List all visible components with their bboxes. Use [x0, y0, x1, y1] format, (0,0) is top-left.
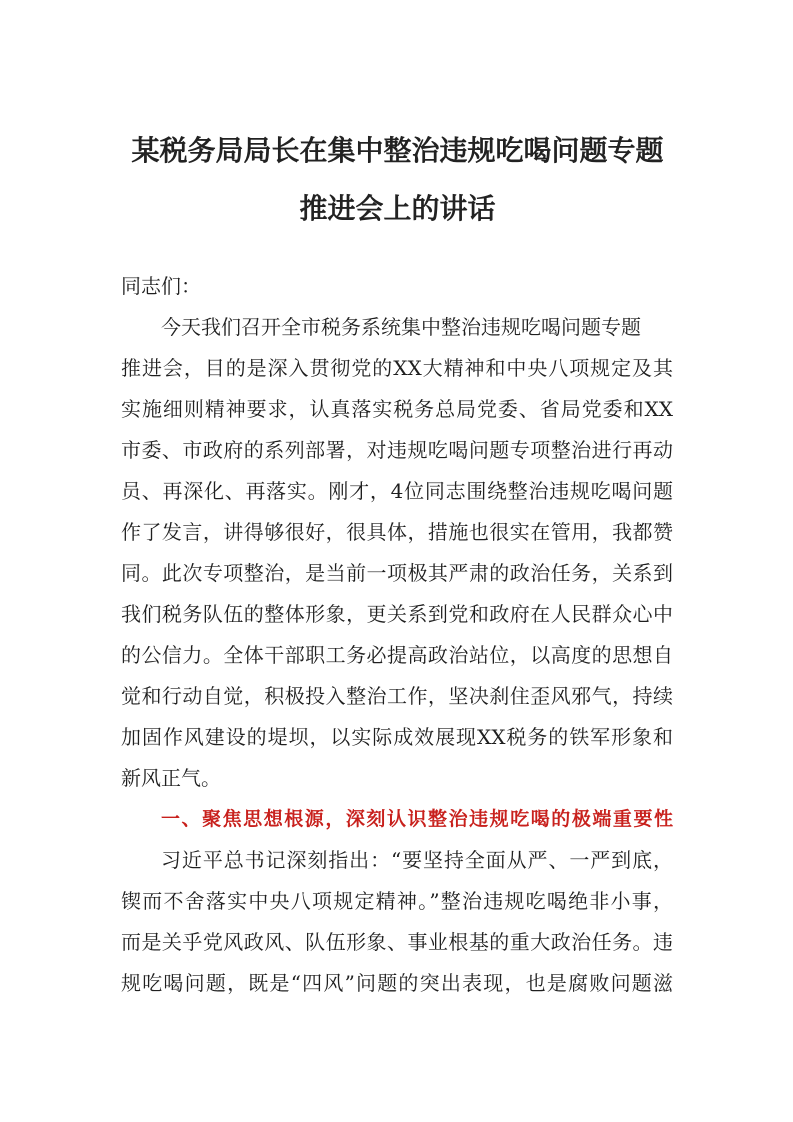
- salutation: 同志们：: [121, 274, 201, 298]
- paragraph-1-line: 我们税务队伍的整体形象，更关系到党和政府在人民群众心中: [121, 602, 673, 626]
- document-title-line-2: 推进会上的讲话: [299, 192, 496, 225]
- paragraph-2-line: 锲而不舍落实中央八项规定精神。”整治违规吃喝绝非小事，: [121, 889, 673, 913]
- paragraph-1-line: 推进会，目的是深入贯彻党的XX大精神和中央八项规定及其: [121, 356, 673, 380]
- document-title-line-1: 某税务局局长在集中整治违规吃喝问题专题: [131, 134, 664, 167]
- paragraph-1-line: 觉和行动自觉，积极投入整治工作，坚决刹住歪风邪气，持续: [121, 684, 673, 708]
- paragraph-2-line: 规吃喝问题，既是“四风”问题的突出表现，也是腐败问题滋: [121, 971, 673, 995]
- paragraph-1-line: 实施细则精神要求，认真落实税务总局党委、省局党委和XX: [121, 397, 673, 421]
- paragraph-1-line: 新风正气。: [121, 766, 221, 790]
- paragraph-1-line: 今天我们召开全市税务系统集中整治违规吃喝问题专题: [161, 315, 641, 339]
- paragraph-2-line: 习近平总书记深刻指出：“要坚持全面从严、一严到底，: [161, 848, 673, 872]
- paragraph-1-line: 员、再深化、再落实。刚才，4位同志围绕整治违规吃喝问题: [121, 479, 673, 503]
- paragraph-1-line: 的公信力。全体干部职工务必提高政治站位，以高度的思想自: [121, 643, 673, 667]
- paragraph-1-line: 加固作风建设的堤坝，以实际成效展现XX税务的铁军形象和: [121, 725, 673, 749]
- paragraph-1-line: 市委、市政府的系列部署，对违规吃喝问题专项整治进行再动: [121, 438, 673, 462]
- section-1-heading: 一、聚焦思想根源，深刻认识整治违规吃喝的极端重要性: [161, 808, 673, 830]
- paragraph-2-line: 而是关乎党风政风、队伍形象、事业根基的重大政治任务。违: [121, 930, 673, 954]
- paragraph-1-line: 作了发言，讲得够很好，很具体，措施也很实在管用，我都赞: [121, 520, 673, 544]
- paragraph-1-line: 同。此次专项整治，是当前一项极其严肃的政治任务，关系到: [121, 561, 673, 585]
